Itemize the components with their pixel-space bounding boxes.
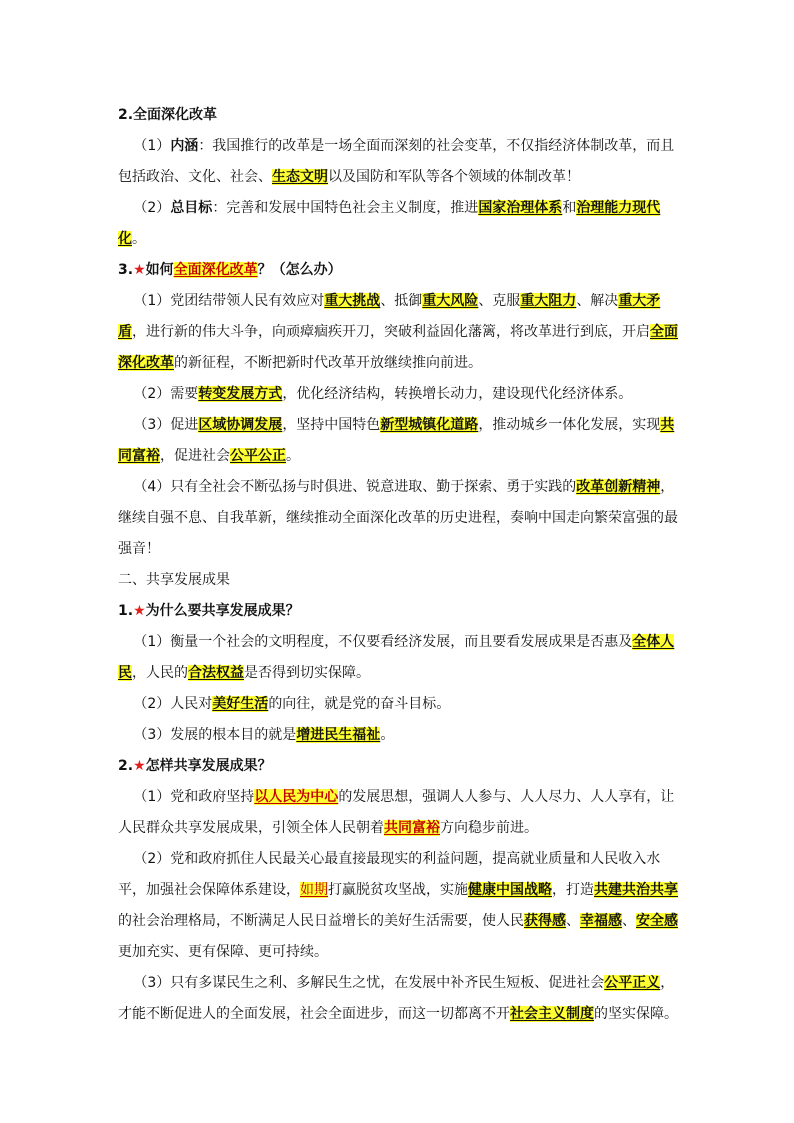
text: （1）党和政府坚持: [133, 789, 255, 805]
highlight: 增进民生福祉: [296, 727, 381, 743]
text: 更加充实、更有保障、更可持续。: [118, 944, 328, 960]
text: ，推动城乡一体化发展，实现: [478, 417, 661, 433]
text: 。: [286, 448, 300, 464]
text: ，优化经济结构，转换增长动力，建设现代化经济体系。: [282, 386, 633, 402]
text: （2）: [133, 200, 171, 216]
text: ：我国推行的改革是一场全面而深刻的社会变革，不仅指经济体制改革，而且包括政治、文化、社会、: [118, 138, 675, 185]
text: 的向往，就是党的奋斗目标。: [268, 696, 451, 712]
highlight: 生态文明: [272, 169, 328, 185]
text: 和: [562, 200, 577, 216]
highlight: 全面深化改革: [118, 324, 678, 371]
highlight: 合法权益: [188, 665, 244, 681]
text: （3）促进: [133, 417, 199, 433]
text: 、抵御: [380, 293, 423, 309]
text: （4）只有全社会不断弘扬与时俱进、锐意进取、勤于探索、勇于实践的: [133, 479, 577, 495]
number: 1.: [118, 603, 134, 619]
text: 打赢脱贫攻坚战，实施: [328, 882, 468, 898]
paragraph-q1-3: [118, 720, 678, 751]
highlight: 幸福感: [580, 913, 622, 929]
highlight: 社会主义制度: [510, 1006, 594, 1022]
text: 、克服: [478, 293, 521, 309]
text: 为什么要共享发展成果？: [145, 603, 300, 619]
paragraph-3-4: [118, 472, 678, 565]
section-2-title: 2.全面深化改革: [118, 107, 218, 123]
term-label: 总目标: [170, 200, 213, 216]
text: 、解决: [576, 293, 619, 309]
text: 如何: [145, 262, 174, 278]
highlight: 共建共治共享: [594, 882, 678, 898]
highlight: 转变发展方式: [198, 386, 283, 402]
highlight: 重大阻力: [520, 293, 577, 309]
highlight: 治理能力现代化: [118, 200, 661, 247]
highlight: 如期: [300, 882, 328, 898]
text: ，人民的: [132, 665, 188, 681]
number: 3.: [118, 262, 134, 278]
text: 的新征程，不断把新时代改革开放继续推向前进。: [174, 355, 482, 371]
text: 。: [132, 231, 146, 247]
highlight: 全体人民: [118, 634, 675, 681]
star-icon: ★: [133, 758, 146, 774]
text: 的坚实保障。: [594, 1006, 678, 1022]
text: ，继续自强不息、自我革新，继续推动全面深化改革的历史进程，奏响中国走向繁荣富强的最强音！: [118, 479, 678, 557]
highlight: 以人民为中心: [254, 789, 339, 805]
highlight: 新型城镇化道路: [380, 417, 479, 433]
highlight: 健康中国战略: [468, 882, 552, 898]
paragraph-connotation: [118, 131, 678, 193]
highlight: 共同富裕: [118, 417, 675, 464]
highlight: 国家治理体系: [478, 200, 563, 216]
highlight: 重大风险: [422, 293, 479, 309]
paragraph-q2-2: [118, 844, 678, 968]
highlight: 重大矛盾: [118, 293, 661, 340]
text: 是否得到切实保障。: [244, 665, 370, 681]
text: 、: [622, 913, 636, 929]
text: ？（怎么办）: [257, 262, 342, 278]
highlight: 公平公正: [230, 448, 286, 464]
text: ，才能不断促进人的全面发展，社会全面进步，而这一切都离不开: [118, 975, 675, 1022]
section-share-title: 二、共享发展成果: [118, 572, 230, 588]
text: ，进行新的伟大斗争，向顽瘴痼疾开刀，突破利益固化藩篱，将改革进行到底，开启: [132, 324, 650, 340]
text: （3）只有多谋民生之利、多解民生之忧，在发展中补齐民生短板、促进社会: [133, 975, 605, 991]
question-1-title: [118, 596, 678, 627]
text: （3）发展的根本目的就是: [133, 727, 297, 743]
text: （1）: [133, 138, 171, 154]
paragraph-q1-1: [118, 627, 678, 689]
question-2-title: [118, 751, 678, 782]
paragraph-3-1: [118, 286, 678, 379]
paragraph-q1-2: [118, 689, 678, 720]
highlight: 改革创新精神: [576, 479, 661, 495]
text: 怎样共享发展成果？: [145, 758, 272, 774]
paragraph-q2-3: [118, 968, 678, 1030]
text: （2）人民对: [133, 696, 213, 712]
paragraph-overall-goal: [118, 193, 678, 255]
number: 2.: [118, 758, 134, 774]
text: ，打造: [552, 882, 594, 898]
highlight: 公平正义: [604, 975, 661, 991]
highlight: 共同富裕: [384, 820, 440, 836]
paragraph-3-3: [118, 410, 678, 472]
text: ，促进社会: [160, 448, 230, 464]
term-label: 内涵: [170, 138, 199, 154]
highlight: 美好生活: [212, 696, 269, 712]
section-3-title: [118, 255, 678, 286]
star-icon: ★: [133, 603, 146, 619]
text: （2）党和政府抓住人民最关心最直接最现实的利益问题，提高就业质量和人民收入水平，加强社会保障体系建设，: [118, 851, 661, 898]
text: 的发展思想，强调人人参与、人人尽力、人人享有，让人民群众共享发展成果，引领全体人民朝着: [118, 789, 675, 836]
highlight: 重大挑战: [324, 293, 381, 309]
text: （1）党团结带领人民有效应对: [133, 293, 325, 309]
text: ：完善和发展中国特色社会主义制度，推进: [212, 200, 479, 216]
text: （2）需要: [133, 386, 199, 402]
text: 的社会治理格局，不断满足人民日益增长的美好生活需要，使人民: [118, 913, 524, 929]
star-icon: ★: [133, 262, 146, 278]
text: 。: [380, 727, 395, 743]
highlight: 区域协调发展: [198, 417, 283, 433]
highlight: 全面深化改革: [173, 262, 258, 278]
text: ，坚持中国特色: [282, 417, 381, 433]
text: 方向稳步前进。: [440, 820, 538, 836]
highlight: 安全感: [636, 913, 678, 929]
text: 、: [566, 913, 580, 929]
text: （1）衡量一个社会的文明程度，不仅要看经济发展，而且要看发展成果是否惠及: [133, 634, 633, 650]
highlight: 获得感: [524, 913, 566, 929]
text: 以及国防和军队等各个领域的体制改革！: [328, 169, 580, 185]
paragraph-3-2: [118, 379, 678, 410]
paragraph-q2-1: [118, 782, 678, 844]
